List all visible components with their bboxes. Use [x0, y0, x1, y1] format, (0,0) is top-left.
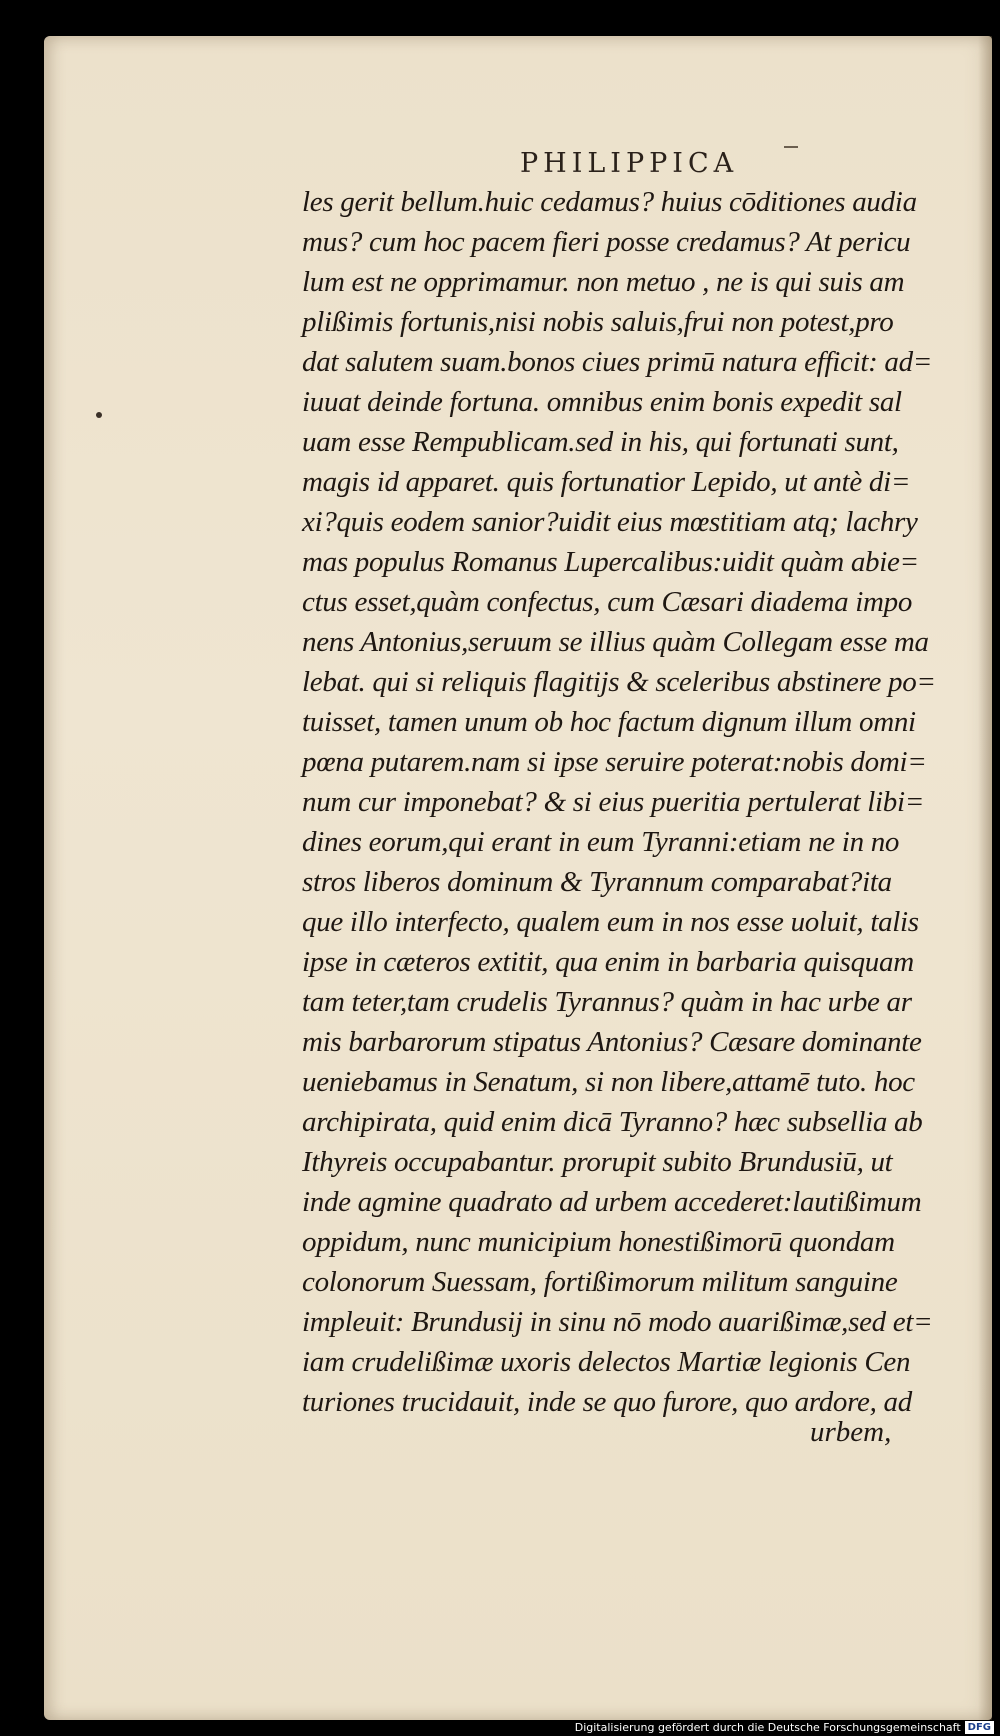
text-line: iuuat deinde fortuna. omnibus enim bonis expedit sal — [302, 386, 902, 418]
text-line: inde agmine quadrato ad urbem accederet:lautißimum — [302, 1186, 922, 1218]
text-line: nens Antonius,seruum se illius quàm Collegam esse ma — [302, 626, 929, 658]
text-line: mus? cum hoc pacem fieri posse credamus? At pericu — [302, 226, 911, 258]
text-line: dines eorum,qui erant in eum Tyranni:etiam ne in no — [302, 826, 900, 858]
body-text — [302, 182, 938, 1422]
page-mark — [784, 146, 798, 148]
text-line: ipse in cæteros extitit, qua enim in barbaria quisquam — [302, 946, 914, 978]
text-line: tuisset, tamen unum ob hoc factum dignum illum omni — [302, 706, 916, 738]
text-line: oppidum, nunc municipium honestißimorū quondam — [302, 1226, 895, 1258]
catchword: urbem, — [810, 1416, 892, 1448]
page-edge — [978, 36, 992, 1720]
text-line: les gerit bellum.huic cedamus? huius cōditiones audia — [302, 186, 917, 218]
text-line: magis id apparet. quis fortunatior Lepido, ut antè di= — [302, 466, 911, 498]
running-head: PHILIPPICA — [520, 148, 739, 179]
text-line: dat salutem suam.bonos ciues primū natura efficit: ad= — [302, 346, 933, 378]
dfg-logo: DFG — [965, 1721, 994, 1734]
text-line: ctus esset,quàm confectus, cum Cæsari diadema impo — [302, 586, 913, 618]
text-line: lebat. qui si reliquis flagitijs & sceleribus abstinere po= — [302, 666, 936, 698]
margin-mark — [96, 412, 102, 418]
text-line: impleuit: Brundusij in sinu nō modo auarißimæ,sed et= — [302, 1306, 933, 1338]
text-line: que illo interfecto, qualem eum in nos esse uoluit, talis — [302, 906, 919, 938]
text-line: archipirata, quid enim dicā Tyranno? hæc subsellia ab — [302, 1106, 923, 1138]
text-line: turiones trucidauit, inde se quo furore, quo ardore, ad — [302, 1386, 912, 1418]
text-line: ueniebamus in Senatum, si non libere,attamē tuto. hoc — [302, 1066, 915, 1098]
text-line: stros liberos dominum & Tyrannum comparabat?ita — [302, 866, 892, 898]
text-line: lum est ne opprimamur. non metuo , ne is qui suis am — [302, 266, 905, 298]
digitization-footer — [575, 1721, 994, 1734]
footer-text: Digitalisierung gefördert durch die Deutsche Forschungsgemeinschaft — [574, 1721, 961, 1734]
text-line: Ithyreis occupabantur. prorupit subito Brundusiū, ut — [302, 1146, 893, 1178]
text-line: num cur imponebat? & si eius pueritia pertulerat libi= — [302, 786, 924, 818]
text-line: pœna putarem.nam si ipse seruire poterat:nobis domi= — [302, 746, 927, 778]
text-line: colonorum Suessam, fortißimorum militum sanguine — [302, 1266, 898, 1298]
text-line: tam teter,tam crudelis Tyrannus? quàm in hac urbe ar — [302, 986, 912, 1018]
text-line: plißimis fortunis,nisi nobis saluis,frui non potest,pro — [302, 306, 894, 338]
text-line: mis barbarorum stipatus Antonius? Cæsare dominante — [302, 1026, 922, 1058]
text-line: uam esse Rempublicam.sed in his, qui fortunati sunt, — [302, 426, 899, 458]
text-line: mas populus Romanus Lupercalibus:uidit quàm abie= — [302, 546, 919, 578]
text-line: xi?quis eodem sanior?uidit eius mœstitiam atq; lachry — [302, 506, 918, 538]
text-line: iam crudelißimæ uxoris delectos Martiæ legionis Cen — [302, 1346, 911, 1378]
